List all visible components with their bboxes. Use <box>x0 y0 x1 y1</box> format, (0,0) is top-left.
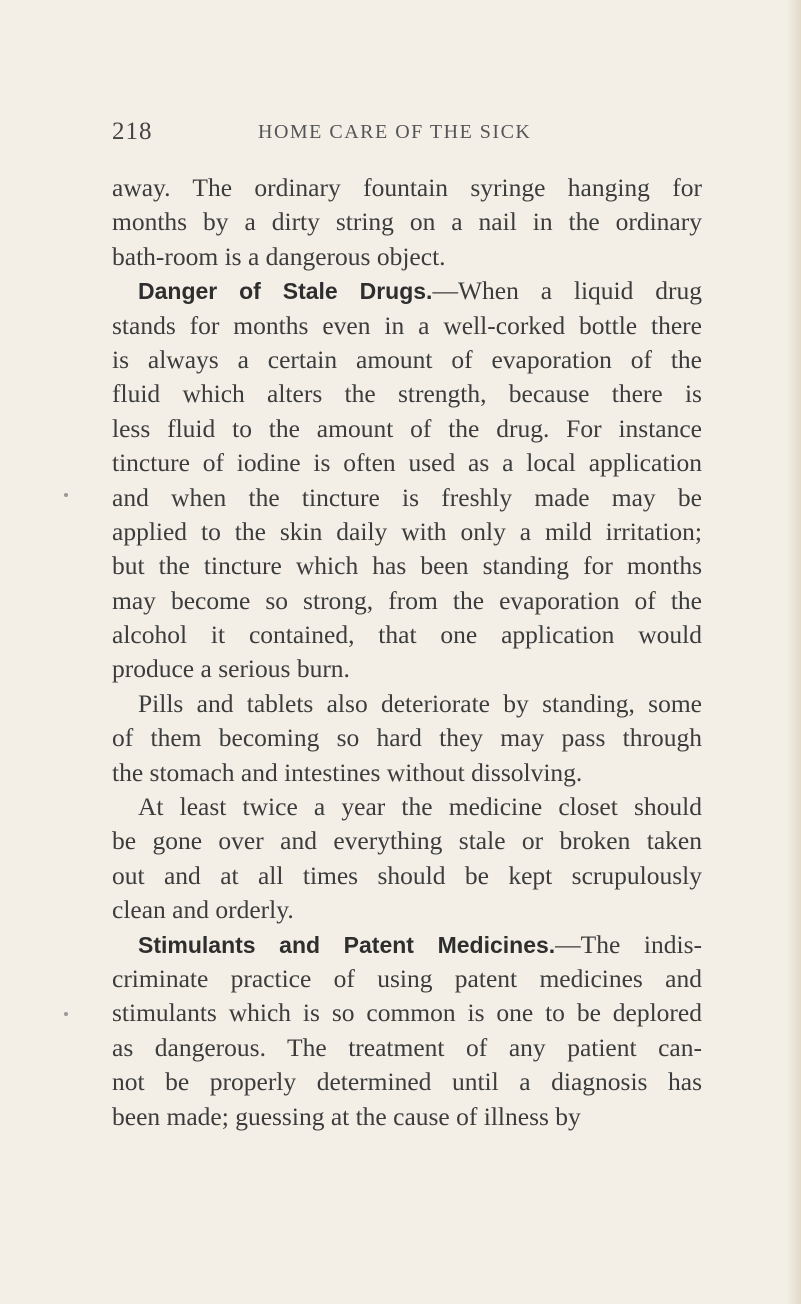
text-line <box>112 721 702 755</box>
line-text: Pills and tablets also deteriorate by standing, some <box>138 688 702 718</box>
line-text: stimulants which is so common is one to be deplored <box>112 998 702 1028</box>
text-line <box>112 481 702 515</box>
text-line <box>112 549 702 583</box>
paragraph-heading-line <box>112 928 702 962</box>
page-number: 218 <box>112 118 153 145</box>
line-text: —When a liquid drug <box>432 276 703 306</box>
text-line <box>112 584 702 618</box>
line-text: alcohol it contained, that one application would <box>112 620 702 650</box>
text-line <box>112 377 702 411</box>
text-line <box>112 309 702 343</box>
line-text: criminate practice of using patent medicines and <box>112 963 702 993</box>
text-line <box>112 515 702 549</box>
text-line <box>112 756 702 790</box>
line-text: months by a dirty string on a nail in the ordinary <box>112 207 702 237</box>
line-text: away. The ordinary fountain syringe hanging for <box>112 173 702 202</box>
text-line <box>112 1031 702 1065</box>
running-title: HOME CARE OF THE SICK <box>258 121 532 143</box>
line-text: bath-room is a dangerous object. <box>112 241 446 271</box>
line-text: be gone over and everything stale or broken taken <box>112 826 702 856</box>
text-line <box>112 652 702 686</box>
text-line <box>112 446 702 480</box>
text-line <box>112 205 702 239</box>
text-line <box>112 962 702 996</box>
line-text: applied to the skin daily with only a mild irritation; <box>112 516 702 546</box>
line-text: produce a serious burn. <box>112 654 350 684</box>
text-line <box>112 343 702 377</box>
body-text <box>112 171 702 1134</box>
text-line <box>112 790 702 824</box>
margin-speck <box>64 1012 68 1016</box>
page-edge-shadow <box>787 0 801 1304</box>
line-text: less fluid to the amount of the drug. For instance <box>112 413 702 443</box>
text-line <box>112 687 702 721</box>
margin-speck <box>64 493 68 497</box>
line-text: of them becoming so hard they may pass through <box>112 723 702 753</box>
section-heading: Danger of Stale Drugs. <box>138 278 433 305</box>
line-text: tincture of iodine is often used as a local application <box>112 448 702 478</box>
line-text: stands for months even in a well-corked bottle there <box>112 310 702 340</box>
text-line <box>112 824 702 858</box>
line-text: clean and orderly. <box>112 895 294 925</box>
line-text: —The indis- <box>555 929 702 959</box>
line-text: is always a certain amount of evaporation of the <box>112 344 702 374</box>
text-line <box>112 893 702 927</box>
text-line <box>112 859 702 893</box>
text-line <box>112 171 702 205</box>
section-heading: Stimulants and Patent Medicines. <box>138 931 556 958</box>
text-line <box>112 240 702 274</box>
line-text: been made; guessing at the cause of illness by <box>112 1101 581 1131</box>
running-head <box>112 118 702 150</box>
line-text: At least twice a year the medicine closet should <box>138 792 702 822</box>
line-text: the stomach and intestines without dissolving. <box>112 757 583 787</box>
text-line <box>112 1065 702 1099</box>
line-text: out and at all times should be kept scrupulously <box>112 860 702 890</box>
paragraph-heading-line <box>112 274 702 308</box>
line-text: as dangerous. The treatment of any patient can- <box>112 1032 702 1062</box>
text-line <box>112 412 702 446</box>
text-line <box>112 1100 702 1134</box>
line-text: may become so strong, from the evaporation of the <box>112 585 702 615</box>
text-line <box>112 996 702 1030</box>
line-text: but the tincture which has been standing for months <box>112 551 702 581</box>
line-text: fluid which alters the strength, because there is <box>112 379 702 409</box>
line-text: and when the tincture is freshly made may be <box>112 482 702 512</box>
text-line <box>112 618 702 652</box>
line-text: not be properly determined until a diagnosis has <box>112 1067 702 1097</box>
